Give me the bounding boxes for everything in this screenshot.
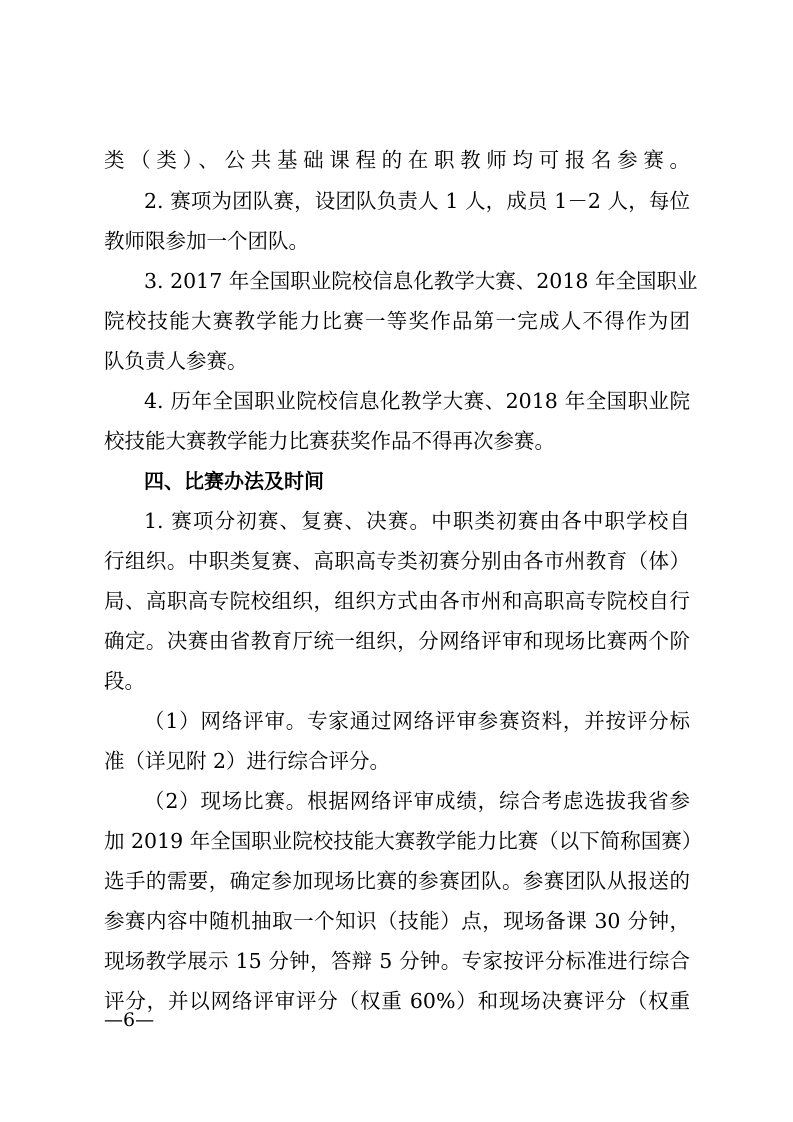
text-line-5: 院校技能大赛教学能力比赛一等奖作品第一完成人不得作为团 [104,309,690,333]
text-line-18: 加 2019 年全国职业院校技能大赛教学能力比赛（以下简称国赛） [104,829,703,853]
text-line-6: 队负责人参赛。 [104,349,248,373]
text-line-1: 类（类）、公共基础课程的在职教师均可报名参赛。 [104,148,690,172]
text-line-16: 准（详见附 2）进行综合评分。 [104,749,391,773]
text-line-2: 2. 赛项为团队赛，设团队负责人 1 人，成员 1－2 人，每位 [144,189,690,213]
text-line-12: 局、高职高专院校组织，组织方式由各市州和高职高专院校自行 [104,589,690,613]
text-line-10: 1. 赛项分初赛、复赛、决赛。中职类初赛由各中职学校自 [144,509,690,533]
text-line-11: 行组织。中职类复赛、高职高专类初赛分别由各市州教育（体） [104,549,690,573]
text-line-22: 评分，并以网络评审评分（权重 60%）和现场决赛评分（权重 [104,989,690,1013]
text-line-8: 校技能大赛教学能力比赛获奖作品不得再次参赛。 [104,429,555,453]
text-line-7: 4. 历年全国职业院校信息化教学大赛、2018 年全国职业院 [144,389,690,413]
text-line-19: 选手的需要，确定参加现场比赛的参赛团队。参赛团队从报送的 [104,869,690,893]
text-line-14: 段。 [104,669,145,693]
text-line-4: 3. 2017 年全国职业院校信息化教学大赛、2018 年全国职业 [144,269,698,293]
text-line-17: （2）现场比赛。根据网络评审成绩，综合考虑选拔我省参 [144,789,690,813]
text-line-13: 确定。决赛由省教育厅统一组织，分网络评审和现场比赛两个阶 [104,629,690,653]
text-line-20: 参赛内容中随机抽取一个知识（技能）点，现场备课 30 分钟， [104,909,690,933]
text-line-21: 现场教学展示 15 分钟，答辩 5 分钟。专家按评分标准进行综合 [104,949,690,973]
text-line-3: 教师限参加一个团队。 [104,229,309,253]
section-heading: 四、比赛办法及时间 [144,469,324,493]
text-line-15: （1）网络评审。专家通过网络评审参赛资料，并按评分标 [144,709,690,733]
page-number: —6— [104,1009,155,1031]
